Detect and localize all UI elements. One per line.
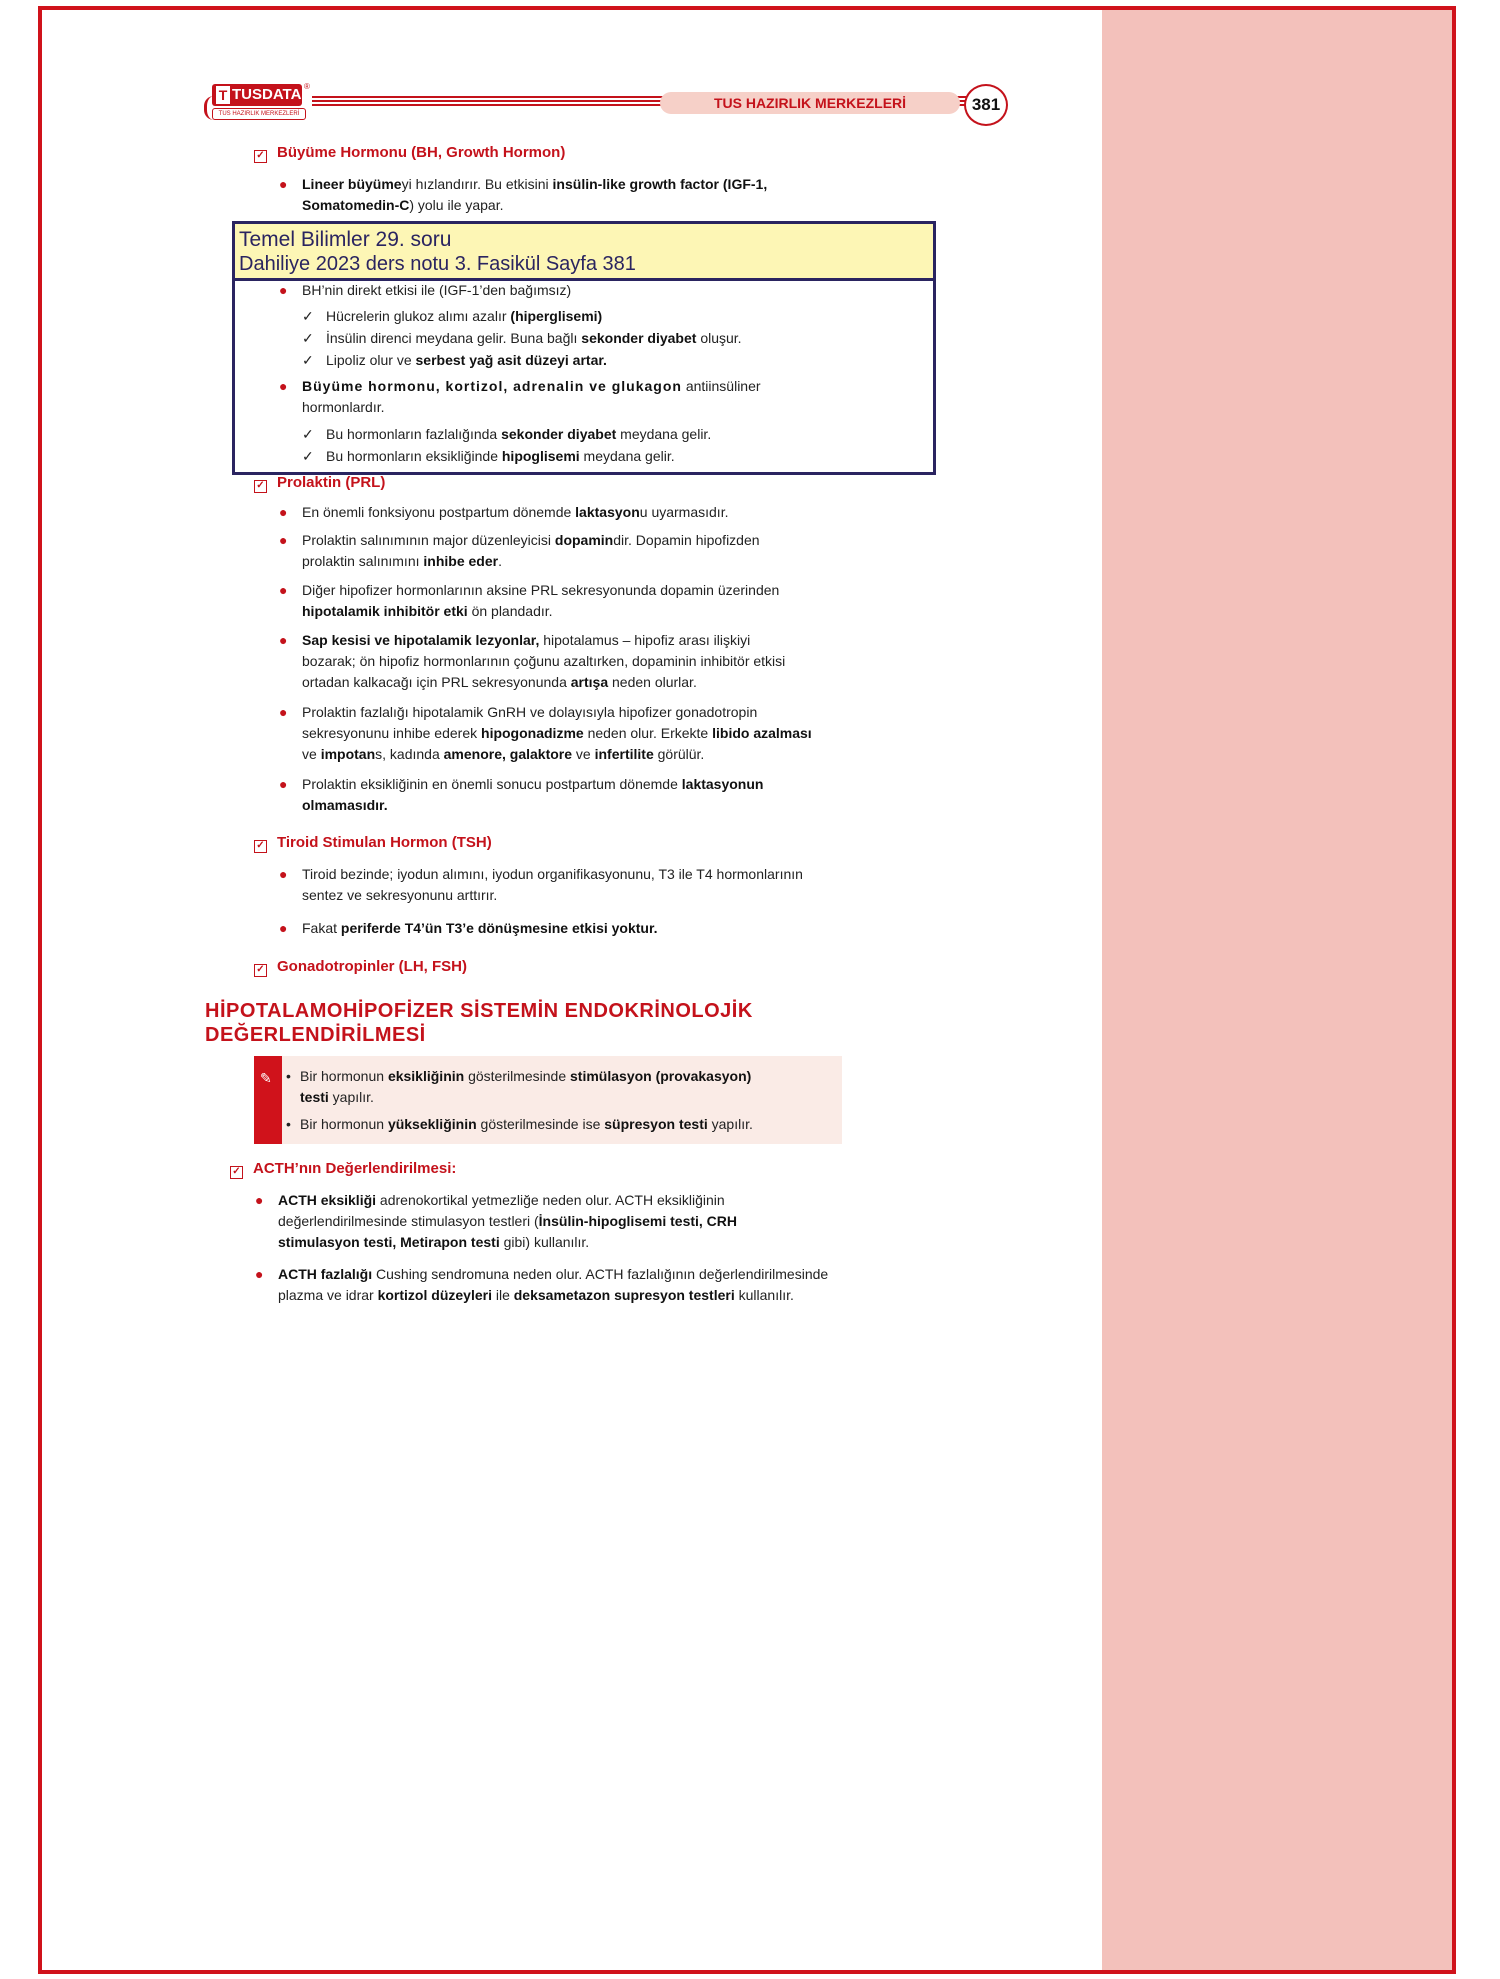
tusdata-logo	[204, 82, 312, 122]
list-item: ● BH’nin direkt etkisi ile (IGF-1’den bağımsız)	[302, 280, 842, 301]
bullet-icon: ●	[279, 532, 288, 548]
registered-icon: ®	[304, 82, 310, 91]
checkbox-icon: ✓	[230, 1166, 243, 1179]
bullet-icon: ●	[279, 582, 288, 598]
section-title-text: Büyüme Hormonu (BH, Growth Hormon)	[277, 144, 566, 161]
section-title-gh	[254, 144, 565, 162]
list-item: ● Prolaktin fazlalığı hipotalamik GnRH ve dolayısıyla hipofizer gonadotropin sekresyonunu inhibe ederek hipogonadizme neden olur. Erkekte libido azalması ve impotans, kadında amenore, galaktore ve infertilite görülür.	[279, 704, 812, 762]
list-item: ● Prolaktin eksikliğinin en önemli sonucu postpartum dönemde laktasyonun olmamasıdır.	[279, 776, 764, 813]
logo-text: TUSDATA	[232, 86, 302, 103]
list-item: ● En önemli fonksiyonu postpartum dönemde laktasyonu uyarmasıdır.	[302, 502, 842, 523]
list-item: ● Büyüme hormonu, kortizol, adrenalin ve glukagon antiinsüliner hormonlardır.	[279, 378, 761, 415]
check-item: ✓ İnsülin direnci meydana gelir. Buna bağlı sekonder diyabet oluşur.	[302, 330, 742, 346]
list-item: ● ACTH fazlalığı Cushing sendromuna neden olur. ACTH fazlalığının değerlendirilmesinde plazma ve idrar kortizol düzeyleri ile deksametazon supresyon testleri kullanılır.	[255, 1266, 829, 1303]
list-item: ● Diğer hipofizer hormonlarının aksine PRL sekresyonunda dopamin üzerinden hipotalamik inhibitör etki ön plandadır.	[279, 582, 780, 619]
list-item: ● Fakat periferde T4’ün T3’e dönüşmesine etkisi yoktur.	[302, 918, 842, 939]
section-title-text: ACTH’nın Değerlendirilmesi:	[253, 1160, 457, 1177]
tip-line-1: • Bir hormonun eksikliğinin gösterilmesinde stimülasyon (provakasyon) testi yapılır.	[286, 1068, 752, 1105]
section-title-gonadotropin	[254, 958, 467, 976]
list-item: ● Tiroid bezinde; iyodun alımını, iyodun organifikasyonunu, T3 ile T4 hormonlarının sentez ve sekresyonunu arttırır.	[279, 866, 803, 903]
checkbox-icon: ✓	[254, 964, 267, 977]
list-item: ● Sap kesisi ve hipotalamik lezyonlar, hipotalamus – hipofiz arası ilişkiyi bozarak; ön hipofiz hormonlarının çoğunu azaltırken, dopaminin inhibitör etkisi ortadan kalkacağı için PRL sekresyonunda artışa neden olurlar.	[279, 632, 786, 690]
bullet-icon: ●	[279, 504, 288, 520]
bullet-icon: ●	[255, 1266, 264, 1282]
checkmark-icon: ✓	[302, 448, 314, 464]
checkmark-icon: ✓	[302, 308, 314, 324]
check-item: ✓ Bu hormonların fazlalığında sekonder diyabet meydana gelir.	[302, 426, 712, 442]
section-title-text: Gonadotropinler (LH, FSH)	[277, 958, 467, 975]
section-title-text: Tiroid Stimulan Hormon (TSH)	[277, 834, 492, 851]
bullet-icon: ●	[279, 776, 288, 792]
check-item: ✓ Bu hormonların eksikliğinde hipoglisemi meydana gelir.	[302, 448, 675, 464]
checkbox-icon: ✓	[254, 480, 267, 493]
list-item: ● ACTH eksikliği adrenokortikal yetmezliğe neden olur. ACTH eksikliğinin değerlendirilmesinde stimulasyon testleri (İnsülin-hipoglisemi testi, CRH stimulasyon testi, Metirapon testi gibi) kullanılır.	[255, 1192, 738, 1250]
logo-subtitle: TUS HAZIRLIK MERKEZLERİ	[212, 108, 306, 120]
list-item: ● Prolaktin salınımının major düzenleyicisi dopamindir. Dopamin hipofizden prolaktin salınımını inhibe eder.	[279, 532, 760, 569]
bullet-icon: ●	[279, 704, 288, 720]
page-number: 381	[964, 84, 1008, 126]
tip-box	[254, 1056, 842, 1144]
bullet-icon: ●	[279, 378, 288, 394]
bullet-icon: ●	[279, 282, 288, 298]
bullet-icon: ●	[279, 866, 288, 882]
check-item: ✓ Hücrelerin glukoz alımı azalır (hiperglisemi)	[302, 308, 603, 324]
list-item: ● Lineer büyümeyi hızlandırır. Bu etkisini insülin-like growth factor (IGF-1, Somatomedin-C) yolu ile yapar.	[279, 176, 768, 213]
chapter-heading-line-1: HİPOTALAMOHİPOFİZER SİSTEMİN ENDOKRİNOLOJİK	[205, 1000, 753, 1022]
chapter-heading	[205, 999, 753, 1047]
checkmark-icon: ✓	[302, 426, 314, 442]
section-title-acth	[230, 1160, 456, 1178]
checkbox-icon: ✓	[254, 150, 267, 163]
note-line-2: Dahiliye 2023 ders notu 3. Fasikül Sayfa 381	[239, 253, 636, 275]
section-title-prl	[254, 474, 385, 492]
check-item: ✓ Lipoliz olur ve serbest yağ asit düzeyi artar.	[302, 352, 607, 368]
running-title: TUS HAZIRLIK MERKEZLERİ	[660, 92, 960, 114]
checkmark-icon: ✓	[302, 330, 314, 346]
pen-icon: ✎	[260, 1070, 272, 1086]
bullet-icon: ●	[279, 920, 288, 936]
bullet-icon: ●	[255, 1192, 264, 1208]
section-title-text: Prolaktin (PRL)	[277, 474, 386, 491]
bullet-icon: ●	[279, 176, 288, 192]
checkbox-icon: ✓	[254, 840, 267, 853]
chapter-heading-line-2: DEĞERLENDİRİLMESİ	[205, 1024, 426, 1046]
checkmark-icon: ✓	[302, 352, 314, 368]
bullet-icon: ●	[279, 632, 288, 648]
tip-line-2: • Bir hormonun yüksekliğinin gösterilmesinde ise süpresyon testi yapılır.	[286, 1116, 753, 1132]
note-line-1: Temel Bilimler 29. soru	[239, 228, 452, 251]
logo-t-icon: T	[216, 86, 230, 104]
annotation-note	[232, 221, 936, 281]
section-title-tsh	[254, 834, 492, 852]
